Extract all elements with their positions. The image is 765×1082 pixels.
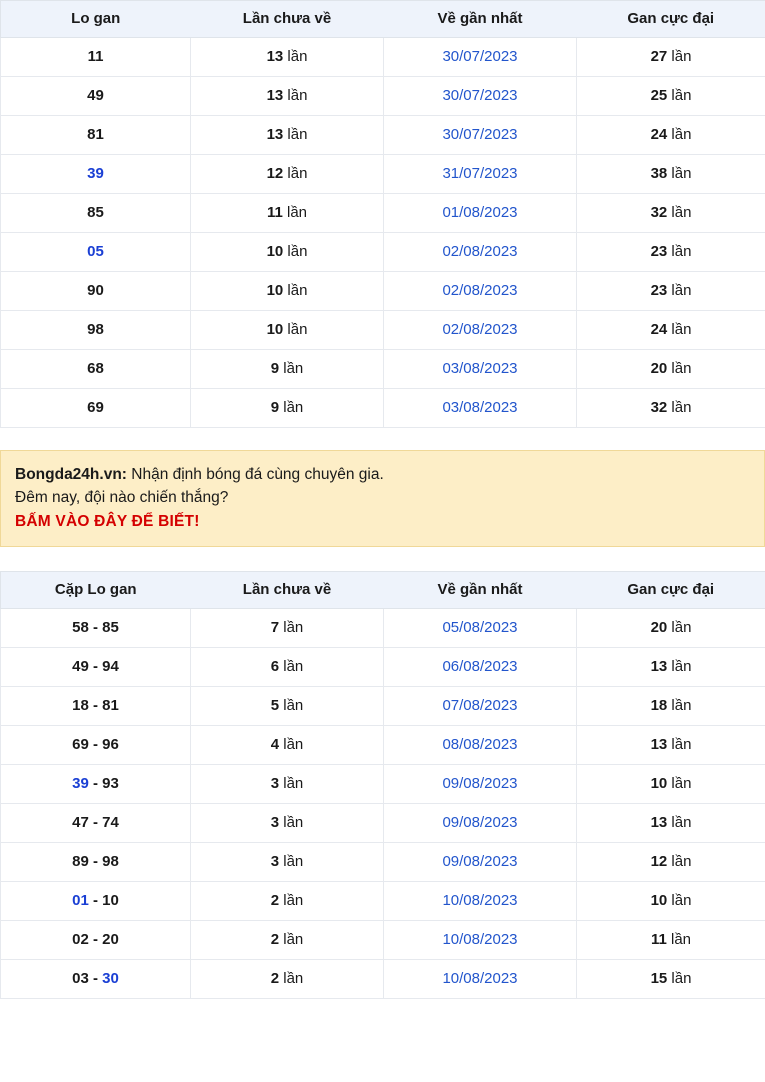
table-row	[1, 389, 765, 428]
cell-gan-cuc-dai	[577, 77, 765, 116]
table-row	[1, 272, 765, 311]
column-header-ve-gan-nhat: Về gần nhất	[384, 571, 577, 608]
cell-ve-gan-nhat	[384, 38, 577, 77]
pair-first-number: 02	[72, 930, 89, 948]
last-date: 09/08/2023	[442, 813, 518, 831]
cell-cap-lo-gan	[1, 725, 191, 764]
cell-gan-cuc-dai	[577, 920, 765, 959]
table-row	[1, 38, 765, 77]
table-row	[1, 920, 765, 959]
last-date: 30/07/2023	[442, 126, 518, 143]
cell-lan-chua-ve	[191, 116, 384, 155]
pair-first-number: 18	[72, 696, 89, 714]
cell-lan-chua-ve	[191, 959, 384, 998]
cell-lan-chua-ve	[191, 389, 384, 428]
miss-count: 10	[266, 321, 284, 338]
ad-brand-label: Bongda24h.vn:	[15, 466, 127, 483]
cell-lan-chua-ve	[191, 842, 384, 881]
last-date: 02/08/2023	[442, 321, 518, 338]
cell-lo-gan	[1, 389, 191, 428]
unit-label: lần	[279, 399, 304, 416]
unit-label: lần	[667, 891, 692, 909]
lo-number: 98	[87, 321, 104, 338]
cell-lan-chua-ve	[191, 194, 384, 233]
cell-gan-cuc-dai	[577, 272, 765, 311]
pair-separator: -	[88, 969, 103, 987]
miss-count: 10	[266, 282, 284, 299]
cell-gan-cuc-dai	[577, 155, 765, 194]
pair-separator: -	[88, 735, 103, 753]
cell-gan-cuc-dai	[577, 389, 765, 428]
unit-label: lần	[667, 735, 692, 753]
cell-gan-cuc-dai	[577, 647, 765, 686]
cell-gan-cuc-dai	[577, 38, 765, 77]
ad-call-to-action[interactable]: BẤM VÀO ĐÂY ĐỂ BIẾT!	[15, 512, 200, 530]
miss-count: 7	[270, 618, 280, 636]
cell-lo-gan	[1, 77, 191, 116]
pair-second-number: 96	[102, 735, 119, 753]
pair-separator: -	[88, 618, 103, 636]
last-date: 09/08/2023	[442, 774, 518, 792]
last-date: 09/08/2023	[442, 852, 518, 870]
cell-lo-gan	[1, 272, 191, 311]
miss-count: 3	[270, 774, 280, 792]
unit-label: lần	[667, 657, 692, 675]
column-header-ve-gan-nhat: Về gần nhất	[384, 1, 577, 38]
table-row	[1, 116, 765, 155]
cell-gan-cuc-dai	[577, 350, 765, 389]
unit-label: lần	[279, 618, 304, 636]
cell-gan-cuc-dai	[577, 725, 765, 764]
pair-second-number: 94	[102, 657, 119, 675]
cell-lo-gan	[1, 194, 191, 233]
unit-label: lần	[279, 360, 304, 377]
table-row	[1, 686, 765, 725]
column-header-lan-chua-ve: Lần chưa về	[191, 1, 384, 38]
miss-count: 9	[270, 399, 280, 416]
pair-second-number: 98	[102, 852, 119, 870]
table-row	[1, 764, 765, 803]
column-header-gan-cuc-dai: Gan cực đại	[577, 1, 765, 38]
cell-lan-chua-ve	[191, 881, 384, 920]
unit-label: lần	[279, 696, 304, 714]
last-date: 07/08/2023	[442, 696, 518, 714]
max-gan: 32	[650, 204, 668, 221]
cell-cap-lo-gan	[1, 881, 191, 920]
max-gan: 13	[650, 735, 668, 753]
column-header-cap-lo-gan: Cặp Lo gan	[1, 571, 191, 608]
cell-lan-chua-ve	[191, 686, 384, 725]
cell-gan-cuc-dai	[577, 233, 765, 272]
unit-label: lần	[283, 165, 308, 182]
cell-lan-chua-ve	[191, 311, 384, 350]
cell-gan-cuc-dai	[577, 194, 765, 233]
max-gan: 20	[650, 360, 668, 377]
pair-separator: -	[88, 774, 103, 792]
cell-cap-lo-gan	[1, 842, 191, 881]
lo-number: 39	[87, 165, 104, 182]
cell-gan-cuc-dai	[577, 764, 765, 803]
pair-first-number: 58	[72, 618, 89, 636]
unit-label: lần	[279, 930, 304, 948]
table-row	[1, 647, 765, 686]
cell-gan-cuc-dai	[577, 959, 765, 998]
last-date: 03/08/2023	[442, 399, 518, 416]
unit-label: lần	[283, 243, 308, 260]
miss-count: 13	[266, 48, 284, 65]
pair-separator: -	[88, 930, 103, 948]
cell-lo-gan	[1, 155, 191, 194]
lo-number: 68	[87, 360, 104, 377]
unit-label: lần	[667, 204, 692, 221]
pair-second-number: 74	[102, 813, 119, 831]
pair-separator: -	[88, 891, 103, 909]
last-date: 05/08/2023	[442, 618, 518, 636]
pair-second-number: 85	[102, 618, 119, 636]
pair-second-number: 81	[102, 696, 119, 714]
max-gan: 10	[650, 891, 668, 909]
max-gan: 13	[650, 813, 668, 831]
unit-label: lần	[667, 282, 692, 299]
cell-cap-lo-gan	[1, 608, 191, 647]
miss-count: 2	[270, 891, 280, 909]
unit-label: lần	[279, 813, 304, 831]
miss-count: 10	[266, 243, 284, 260]
pair-first-number: 39	[72, 774, 89, 792]
table-row	[1, 194, 765, 233]
cell-ve-gan-nhat	[384, 608, 577, 647]
table-row	[1, 77, 765, 116]
cell-gan-cuc-dai	[577, 842, 765, 881]
cell-lan-chua-ve	[191, 647, 384, 686]
unit-label: lần	[279, 735, 304, 753]
cell-ve-gan-nhat	[384, 959, 577, 998]
last-date: 02/08/2023	[442, 243, 518, 260]
unit-label: lần	[667, 618, 692, 636]
miss-count: 11	[266, 204, 283, 221]
cell-ve-gan-nhat	[384, 389, 577, 428]
unit-label: lần	[283, 87, 308, 104]
last-date: 10/08/2023	[442, 969, 518, 987]
unit-label: lần	[283, 126, 308, 143]
unit-label: lần	[283, 321, 308, 338]
cell-ve-gan-nhat	[384, 116, 577, 155]
last-date: 10/08/2023	[442, 891, 518, 909]
cell-gan-cuc-dai	[577, 803, 765, 842]
cell-ve-gan-nhat	[384, 194, 577, 233]
cell-lan-chua-ve	[191, 155, 384, 194]
table-row	[1, 959, 765, 998]
pair-separator: -	[88, 852, 103, 870]
pair-separator: -	[88, 813, 103, 831]
unit-label: lần	[283, 282, 308, 299]
cell-lo-gan	[1, 116, 191, 155]
pair-second-number: 10	[102, 891, 119, 909]
pair-second-number: 30	[102, 969, 119, 987]
cell-lo-gan	[1, 350, 191, 389]
unit-label: lần	[667, 774, 692, 792]
cell-lan-chua-ve	[191, 38, 384, 77]
table-row	[1, 155, 765, 194]
miss-count: 2	[270, 930, 280, 948]
max-gan: 18	[650, 696, 668, 714]
lo-number: 81	[87, 126, 104, 143]
table-row	[1, 311, 765, 350]
lo-number: 49	[87, 87, 104, 104]
cell-gan-cuc-dai	[577, 608, 765, 647]
column-header-gan-cuc-dai: Gan cực đại	[577, 571, 765, 608]
table-row	[1, 608, 765, 647]
cell-ve-gan-nhat	[384, 686, 577, 725]
cell-lan-chua-ve	[191, 77, 384, 116]
max-gan: 23	[650, 282, 668, 299]
miss-count: 6	[270, 657, 280, 675]
last-date: 02/08/2023	[442, 282, 518, 299]
unit-label: lần	[667, 969, 692, 987]
last-date: 31/07/2023	[442, 165, 518, 182]
unit-label: lần	[667, 813, 692, 831]
cell-cap-lo-gan	[1, 686, 191, 725]
cell-ve-gan-nhat	[384, 725, 577, 764]
ad-line-1-text: Nhận định bóng đá cùng chuyên gia.	[126, 466, 384, 483]
miss-count: 3	[270, 813, 280, 831]
lo-number: 69	[87, 399, 104, 416]
cell-lan-chua-ve	[191, 608, 384, 647]
max-gan: 12	[650, 852, 668, 870]
unit-label: lần	[667, 852, 692, 870]
cell-gan-cuc-dai	[577, 881, 765, 920]
unit-label: lần	[667, 243, 692, 260]
table-header-row	[1, 571, 765, 608]
ad-line-1	[15, 463, 750, 486]
miss-count: 5	[270, 696, 280, 714]
last-date: 06/08/2023	[442, 657, 518, 675]
pair-second-number: 20	[102, 930, 119, 948]
lo-number: 11	[87, 48, 104, 65]
cap-lo-gan-table	[0, 571, 765, 999]
last-date: 30/07/2023	[442, 87, 518, 104]
unit-label: lần	[283, 48, 308, 65]
miss-count: 12	[266, 165, 284, 182]
cell-gan-cuc-dai	[577, 686, 765, 725]
pair-first-number: 03	[72, 969, 89, 987]
cell-lo-gan	[1, 233, 191, 272]
unit-label: lần	[667, 126, 692, 143]
unit-label: lần	[279, 891, 304, 909]
pair-separator: -	[88, 696, 103, 714]
cell-ve-gan-nhat	[384, 764, 577, 803]
unit-label: lần	[667, 48, 692, 65]
pair-second-number: 93	[102, 774, 119, 792]
pair-first-number: 89	[72, 852, 89, 870]
unit-label: lần	[666, 930, 692, 948]
miss-count: 4	[270, 735, 280, 753]
max-gan: 13	[650, 657, 668, 675]
table-row	[1, 842, 765, 881]
cell-cap-lo-gan	[1, 647, 191, 686]
unit-label: lần	[667, 87, 692, 104]
column-header-lo-gan: Lo gan	[1, 1, 191, 38]
cell-lan-chua-ve	[191, 725, 384, 764]
unit-label: lần	[667, 165, 692, 182]
unit-label: lần	[667, 399, 692, 416]
ad-line-2: Đêm nay, đội nào chiến thắng?	[15, 489, 229, 507]
lo-number: 90	[87, 282, 104, 299]
cell-cap-lo-gan	[1, 803, 191, 842]
miss-count: 2	[270, 969, 280, 987]
cell-cap-lo-gan	[1, 764, 191, 803]
miss-count: 13	[266, 87, 284, 104]
cell-gan-cuc-dai	[577, 116, 765, 155]
unit-label: lần	[667, 360, 692, 377]
table-row	[1, 803, 765, 842]
cell-ve-gan-nhat	[384, 647, 577, 686]
cell-ve-gan-nhat	[384, 77, 577, 116]
unit-label: lần	[279, 774, 304, 792]
column-header-lan-chua-ve: Lần chưa về	[191, 571, 384, 608]
last-date: 08/08/2023	[442, 735, 518, 753]
cell-ve-gan-nhat	[384, 155, 577, 194]
cell-cap-lo-gan	[1, 959, 191, 998]
table-header-row	[1, 1, 765, 38]
ad-banner[interactable]	[0, 450, 765, 547]
cell-lan-chua-ve	[191, 272, 384, 311]
unit-label: lần	[282, 204, 308, 221]
cell-lo-gan	[1, 311, 191, 350]
max-gan: 32	[650, 399, 668, 416]
cell-gan-cuc-dai	[577, 311, 765, 350]
miss-count: 3	[270, 852, 280, 870]
cell-ve-gan-nhat	[384, 881, 577, 920]
table-row	[1, 233, 765, 272]
cell-lan-chua-ve	[191, 233, 384, 272]
miss-count: 9	[270, 360, 280, 377]
last-date: 30/07/2023	[442, 48, 518, 65]
cell-lan-chua-ve	[191, 920, 384, 959]
max-gan: 38	[650, 165, 668, 182]
lo-number: 05	[87, 243, 104, 260]
max-gan: 10	[650, 774, 668, 792]
cell-lan-chua-ve	[191, 803, 384, 842]
max-gan: 24	[650, 126, 668, 143]
pair-separator: -	[88, 657, 103, 675]
cell-ve-gan-nhat	[384, 920, 577, 959]
max-gan: 25	[650, 87, 668, 104]
cell-ve-gan-nhat	[384, 233, 577, 272]
max-gan: 27	[650, 48, 668, 65]
unit-label: lần	[279, 657, 304, 675]
table-row	[1, 881, 765, 920]
max-gan: 15	[650, 969, 668, 987]
cell-lan-chua-ve	[191, 764, 384, 803]
unit-label: lần	[667, 696, 692, 714]
last-date: 10/08/2023	[442, 930, 518, 948]
last-date: 01/08/2023	[442, 204, 518, 221]
cell-cap-lo-gan	[1, 920, 191, 959]
miss-count: 13	[266, 126, 284, 143]
cell-ve-gan-nhat	[384, 311, 577, 350]
unit-label: lần	[279, 969, 304, 987]
cell-lan-chua-ve	[191, 350, 384, 389]
cell-lo-gan	[1, 38, 191, 77]
max-gan: 24	[650, 321, 668, 338]
lo-gan-table	[0, 0, 765, 428]
cell-ve-gan-nhat	[384, 350, 577, 389]
last-date: 03/08/2023	[442, 360, 518, 377]
pair-first-number: 69	[72, 735, 89, 753]
table-row	[1, 725, 765, 764]
pair-first-number: 47	[72, 813, 89, 831]
pair-first-number: 49	[72, 657, 89, 675]
unit-label: lần	[667, 321, 692, 338]
pair-first-number: 01	[72, 891, 89, 909]
table-row	[1, 350, 765, 389]
max-gan: 20	[650, 618, 668, 636]
max-gan: 11	[650, 930, 667, 948]
cell-ve-gan-nhat	[384, 803, 577, 842]
lo-number: 85	[87, 204, 104, 221]
cell-ve-gan-nhat	[384, 842, 577, 881]
unit-label: lần	[279, 852, 304, 870]
max-gan: 23	[650, 243, 668, 260]
cell-ve-gan-nhat	[384, 272, 577, 311]
